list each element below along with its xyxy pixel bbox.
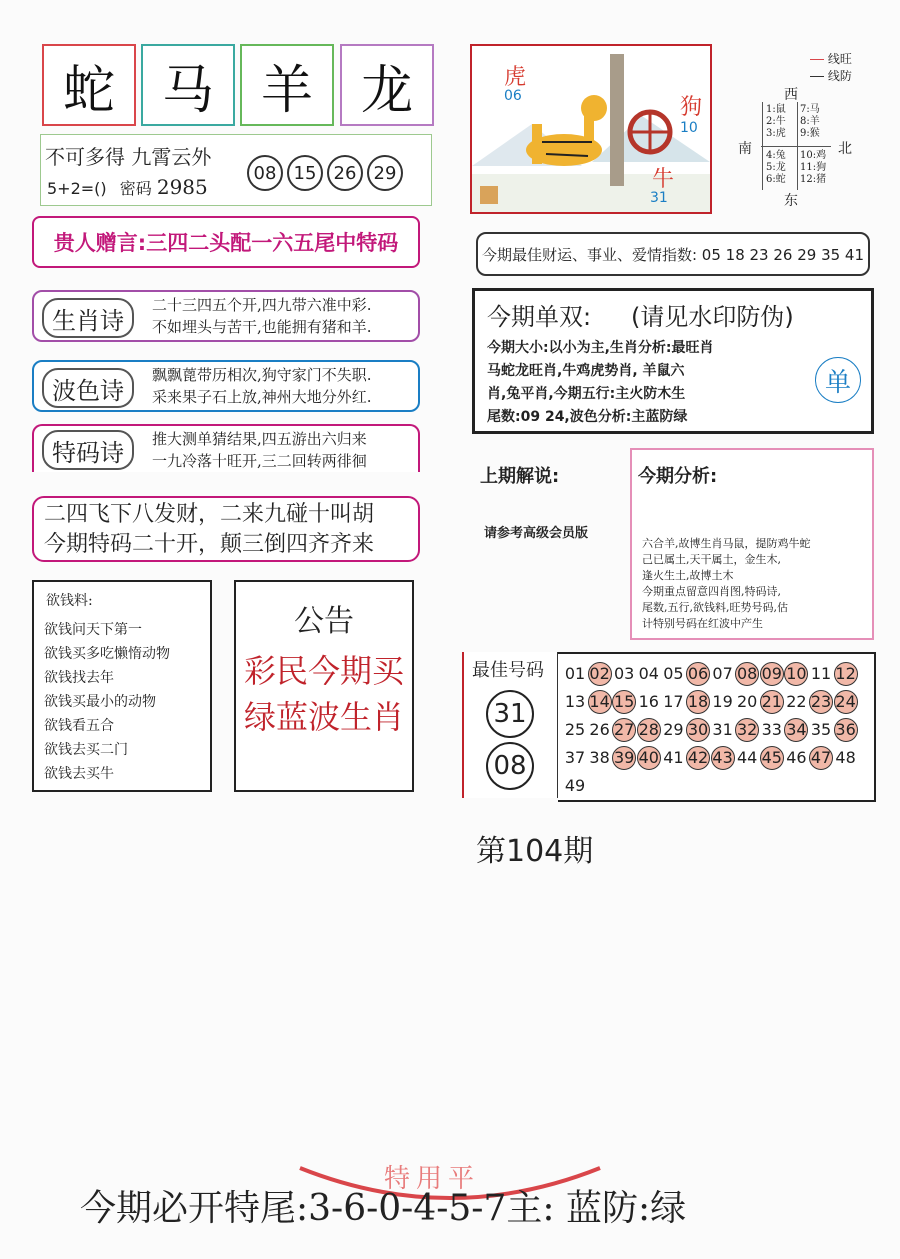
grid-number: 37 <box>564 748 586 767</box>
compass-bottom-right <box>800 150 826 186</box>
grid-number: 35 <box>810 720 832 739</box>
poem-color <box>32 360 420 412</box>
money-items <box>44 618 170 786</box>
poem-tag: 特码诗 <box>42 430 134 470</box>
grid-number: 49 <box>564 776 586 795</box>
lucky-numbers <box>247 155 407 191</box>
zodiac-box-3 <box>240 44 334 126</box>
poem-special <box>32 424 420 472</box>
analysis-title: 今期分析: <box>638 466 718 487</box>
odd-even-line: 尾数:09 24,波色分析:主蓝防绿 <box>487 409 688 425</box>
code-label: 密码 <box>119 179 152 198</box>
grid-number: 21 <box>760 690 784 714</box>
poem-line: 推大测单猜结果,四五游出六归来 <box>152 430 367 448</box>
best-label-panel <box>462 652 558 798</box>
analysis-line: 六合羊,故博生肖马鼠，提防鸡牛蛇 <box>642 537 811 550</box>
direction-west: 西 <box>784 87 798 103</box>
analysis-line: 己已属土,天干属土，金生木, <box>642 553 781 566</box>
grid-number: 29 <box>663 720 684 739</box>
analysis-line: 逢火生土,故博土木 <box>642 569 734 582</box>
legend-dark-label: 线防 <box>827 69 852 83</box>
money-item: 欲钱去买牛 <box>44 766 114 782</box>
compass-item: 1:鼠 <box>766 104 786 115</box>
grid-number: 19 <box>712 692 733 711</box>
money-item: 欲钱买多吃懒惰动物 <box>44 646 170 662</box>
gift-banner-text: 贵人赠言:三四二头配一六五尾中特码 <box>53 231 399 255</box>
lucky-number: 15 <box>287 155 323 191</box>
dog-label: 狗 <box>680 95 703 120</box>
money-panel <box>32 580 212 792</box>
tiger-label: 虎 <box>504 65 527 90</box>
zodiac-illustration <box>470 44 712 214</box>
compass-top-left <box>766 104 786 140</box>
grid-number: 05 <box>663 664 684 683</box>
poem-lines <box>152 428 367 472</box>
grid-number: 47 <box>809 746 833 770</box>
best-label: 最佳号码 <box>472 660 544 681</box>
grid-number: 23 <box>809 690 833 714</box>
grid-number: 36 <box>834 718 858 742</box>
grid-number: 08 <box>735 662 759 686</box>
notice-panel <box>234 580 414 792</box>
notice-line: 彩民今期买 <box>243 652 404 690</box>
analysis-line: 尾数,五行,欲钱料,旺势号码,估 <box>642 601 788 614</box>
grid-number: 48 <box>835 748 856 767</box>
dog-number: 10 <box>680 120 698 136</box>
stamp-text: 特用平 <box>384 1164 481 1194</box>
last-issue-title: 上期解说: <box>480 466 560 487</box>
money-item: 欲钱问天下第一 <box>44 622 142 638</box>
poem-lines <box>152 294 372 338</box>
grid-number: 27 <box>612 718 636 742</box>
gift-banner <box>32 216 420 268</box>
grid-number: 33 <box>761 720 782 739</box>
notice-title: 公告 <box>294 604 354 639</box>
grid-number: 10 <box>784 662 808 686</box>
poem-line: 飘飘蓖带历相次,狗守家门不失职. <box>152 366 372 384</box>
compass-item: 5:龙 <box>766 162 786 173</box>
zodiac-box-2 <box>141 44 235 126</box>
money-title: 欲钱料: <box>46 593 93 609</box>
money-item: 欲钱买最小的动物 <box>44 694 156 710</box>
grid-number: 07 <box>712 664 733 683</box>
best-number: 31 <box>486 690 534 738</box>
grid-number: 02 <box>588 662 612 686</box>
grid-number: 12 <box>834 662 858 686</box>
lucky-panel <box>40 134 432 206</box>
direction-north: 北 <box>838 141 852 157</box>
lucky-number: 26 <box>327 155 363 191</box>
analysis-panel <box>630 448 874 640</box>
grid-number: 30 <box>686 718 710 742</box>
grid-number: 46 <box>786 748 807 767</box>
lucky-number: 29 <box>367 155 403 191</box>
number-grid-cells <box>558 654 876 804</box>
grid-number: 09 <box>760 662 784 686</box>
legend <box>810 50 852 84</box>
odd-even-lines <box>487 337 714 429</box>
grid-number: 44 <box>737 748 758 767</box>
zodiac-box-1 <box>42 44 136 126</box>
analysis-line: 计特别号码在红波中产生 <box>642 617 763 630</box>
poem-zodiac <box>32 290 420 342</box>
grid-number: 42 <box>686 746 710 770</box>
best-number: 08 <box>486 742 534 790</box>
compass-item: 11:狗 <box>800 162 827 173</box>
compass-item: 9:猴 <box>800 128 820 139</box>
odd-even-line: 肖,兔平肖,今期五行:主火防木生 <box>487 386 686 402</box>
grid-number: 14 <box>588 690 612 714</box>
legend-red-label: 线旺 <box>827 52 852 66</box>
fortune-index-text: 今期最佳财运、事业、爱情指数: 05 18 23 26 29 35 41 <box>481 245 865 264</box>
equation <box>47 175 208 199</box>
grid-number: 01 <box>564 664 586 683</box>
grid-number: 43 <box>711 746 735 770</box>
footer-text: 今期必开特尾:3-6-0-4-5-7主: 蓝防:绿 <box>80 1188 687 1229</box>
odd-even-panel <box>472 288 874 434</box>
odd-even-stamp: 单 <box>815 357 861 403</box>
grid-number: 28 <box>637 718 661 742</box>
grid-number: 26 <box>589 720 610 739</box>
zodiac-char: 龙 <box>360 60 413 121</box>
compass-item: 2:牛 <box>766 116 786 127</box>
notice-line: 绿蓝波生肖 <box>243 698 404 736</box>
issue-number: 第104期 <box>476 834 594 869</box>
grid-number: 06 <box>686 662 710 686</box>
compass-bottom-left <box>766 150 786 186</box>
ox-number: 31 <box>650 190 668 206</box>
poem-line: 采来果子石上放,神州大地分外红. <box>152 388 372 406</box>
compass-item: 6:蛇 <box>766 174 786 185</box>
compass <box>730 44 890 214</box>
grid-number: 18 <box>686 690 710 714</box>
compass-item: 3:虎 <box>766 128 786 139</box>
grid-number: 39 <box>612 746 636 770</box>
zodiac-char: 马 <box>161 60 214 121</box>
analysis-line: 今期重点留意四肖图,特码诗, <box>642 585 781 598</box>
odd-even-line: 马蛇龙旺肖,牛鸡虎势肖, 羊鼠六 <box>487 363 685 379</box>
last-issue-note: 请参考高级会员版 <box>484 526 589 541</box>
zodiac-box-4 <box>340 44 434 126</box>
grid-number: 20 <box>737 692 758 711</box>
direction-south: 南 <box>738 141 752 157</box>
poem-line: 不如埋头与苦干,也能拥有猪和羊. <box>152 318 372 336</box>
poem-line: 二十三四五个开,四九带六准中彩. <box>152 296 372 314</box>
money-item: 欲钱找去年 <box>44 670 114 686</box>
equation-text: 5+2=() <box>47 179 107 198</box>
grid-number: 40 <box>637 746 661 770</box>
zodiac-char: 羊 <box>260 60 313 121</box>
analysis-lines <box>642 536 811 632</box>
code-value: 2985 <box>156 175 208 199</box>
grid-number: 16 <box>638 692 659 711</box>
notice-lines <box>236 648 412 740</box>
grid-number: 31 <box>712 720 733 739</box>
compass-item: 8:羊 <box>800 116 820 127</box>
tagline: 不可多得 九霄云外 <box>45 145 212 169</box>
grid-number: 03 <box>614 664 635 683</box>
compass-item: 10:鸡 <box>800 150 827 161</box>
odd-even-note: (请见水印防伪) <box>631 303 794 331</box>
money-item: 欲钱去买二门 <box>44 742 128 758</box>
fortune-index <box>476 232 870 276</box>
grid-number: 15 <box>612 690 636 714</box>
rhyme-line: 今期特码二十开，颠三倒四齐齐来 <box>44 532 375 557</box>
grid-number: 45 <box>760 746 784 770</box>
odd-even-title: 今期单双: <box>487 303 592 331</box>
grid-number: 17 <box>663 692 684 711</box>
poem-line: 一九冷落十旺开,三二回转两徘徊 <box>152 452 367 470</box>
grid-number: 34 <box>784 718 808 742</box>
grid-number: 24 <box>834 690 858 714</box>
ox-label: 牛 <box>652 167 675 192</box>
rhyme-box <box>32 496 420 562</box>
lucky-number: 08 <box>247 155 283 191</box>
grid-number: 04 <box>638 664 659 683</box>
money-item: 欲钱看五合 <box>44 718 114 734</box>
grid-number: 41 <box>663 748 684 767</box>
grid-number: 32 <box>735 718 759 742</box>
grid-number: 22 <box>786 692 807 711</box>
compass-item: 12:猪 <box>800 174 827 185</box>
grid-number: 25 <box>564 720 586 739</box>
zodiac-char: 蛇 <box>62 60 115 121</box>
compass-item: 7:马 <box>800 104 820 115</box>
compass-top-right <box>800 104 820 140</box>
poem-tag: 生肖诗 <box>42 298 134 338</box>
tiger-number: 06 <box>504 88 522 104</box>
number-grid <box>558 652 876 802</box>
compass-item: 4:兔 <box>766 150 786 161</box>
direction-east: 东 <box>784 193 798 209</box>
compass-grid <box>762 102 831 190</box>
odd-even-line: 今期大小:以小为主,生肖分析:最旺肖 <box>487 340 714 356</box>
rhyme-line: 二四飞下八发财，二来九碰十叫胡 <box>44 502 375 527</box>
grid-number: 38 <box>589 748 610 767</box>
grid-number: 13 <box>564 692 586 711</box>
poem-tag: 波色诗 <box>42 368 134 408</box>
grid-number: 11 <box>810 664 832 683</box>
poem-lines <box>152 364 372 408</box>
